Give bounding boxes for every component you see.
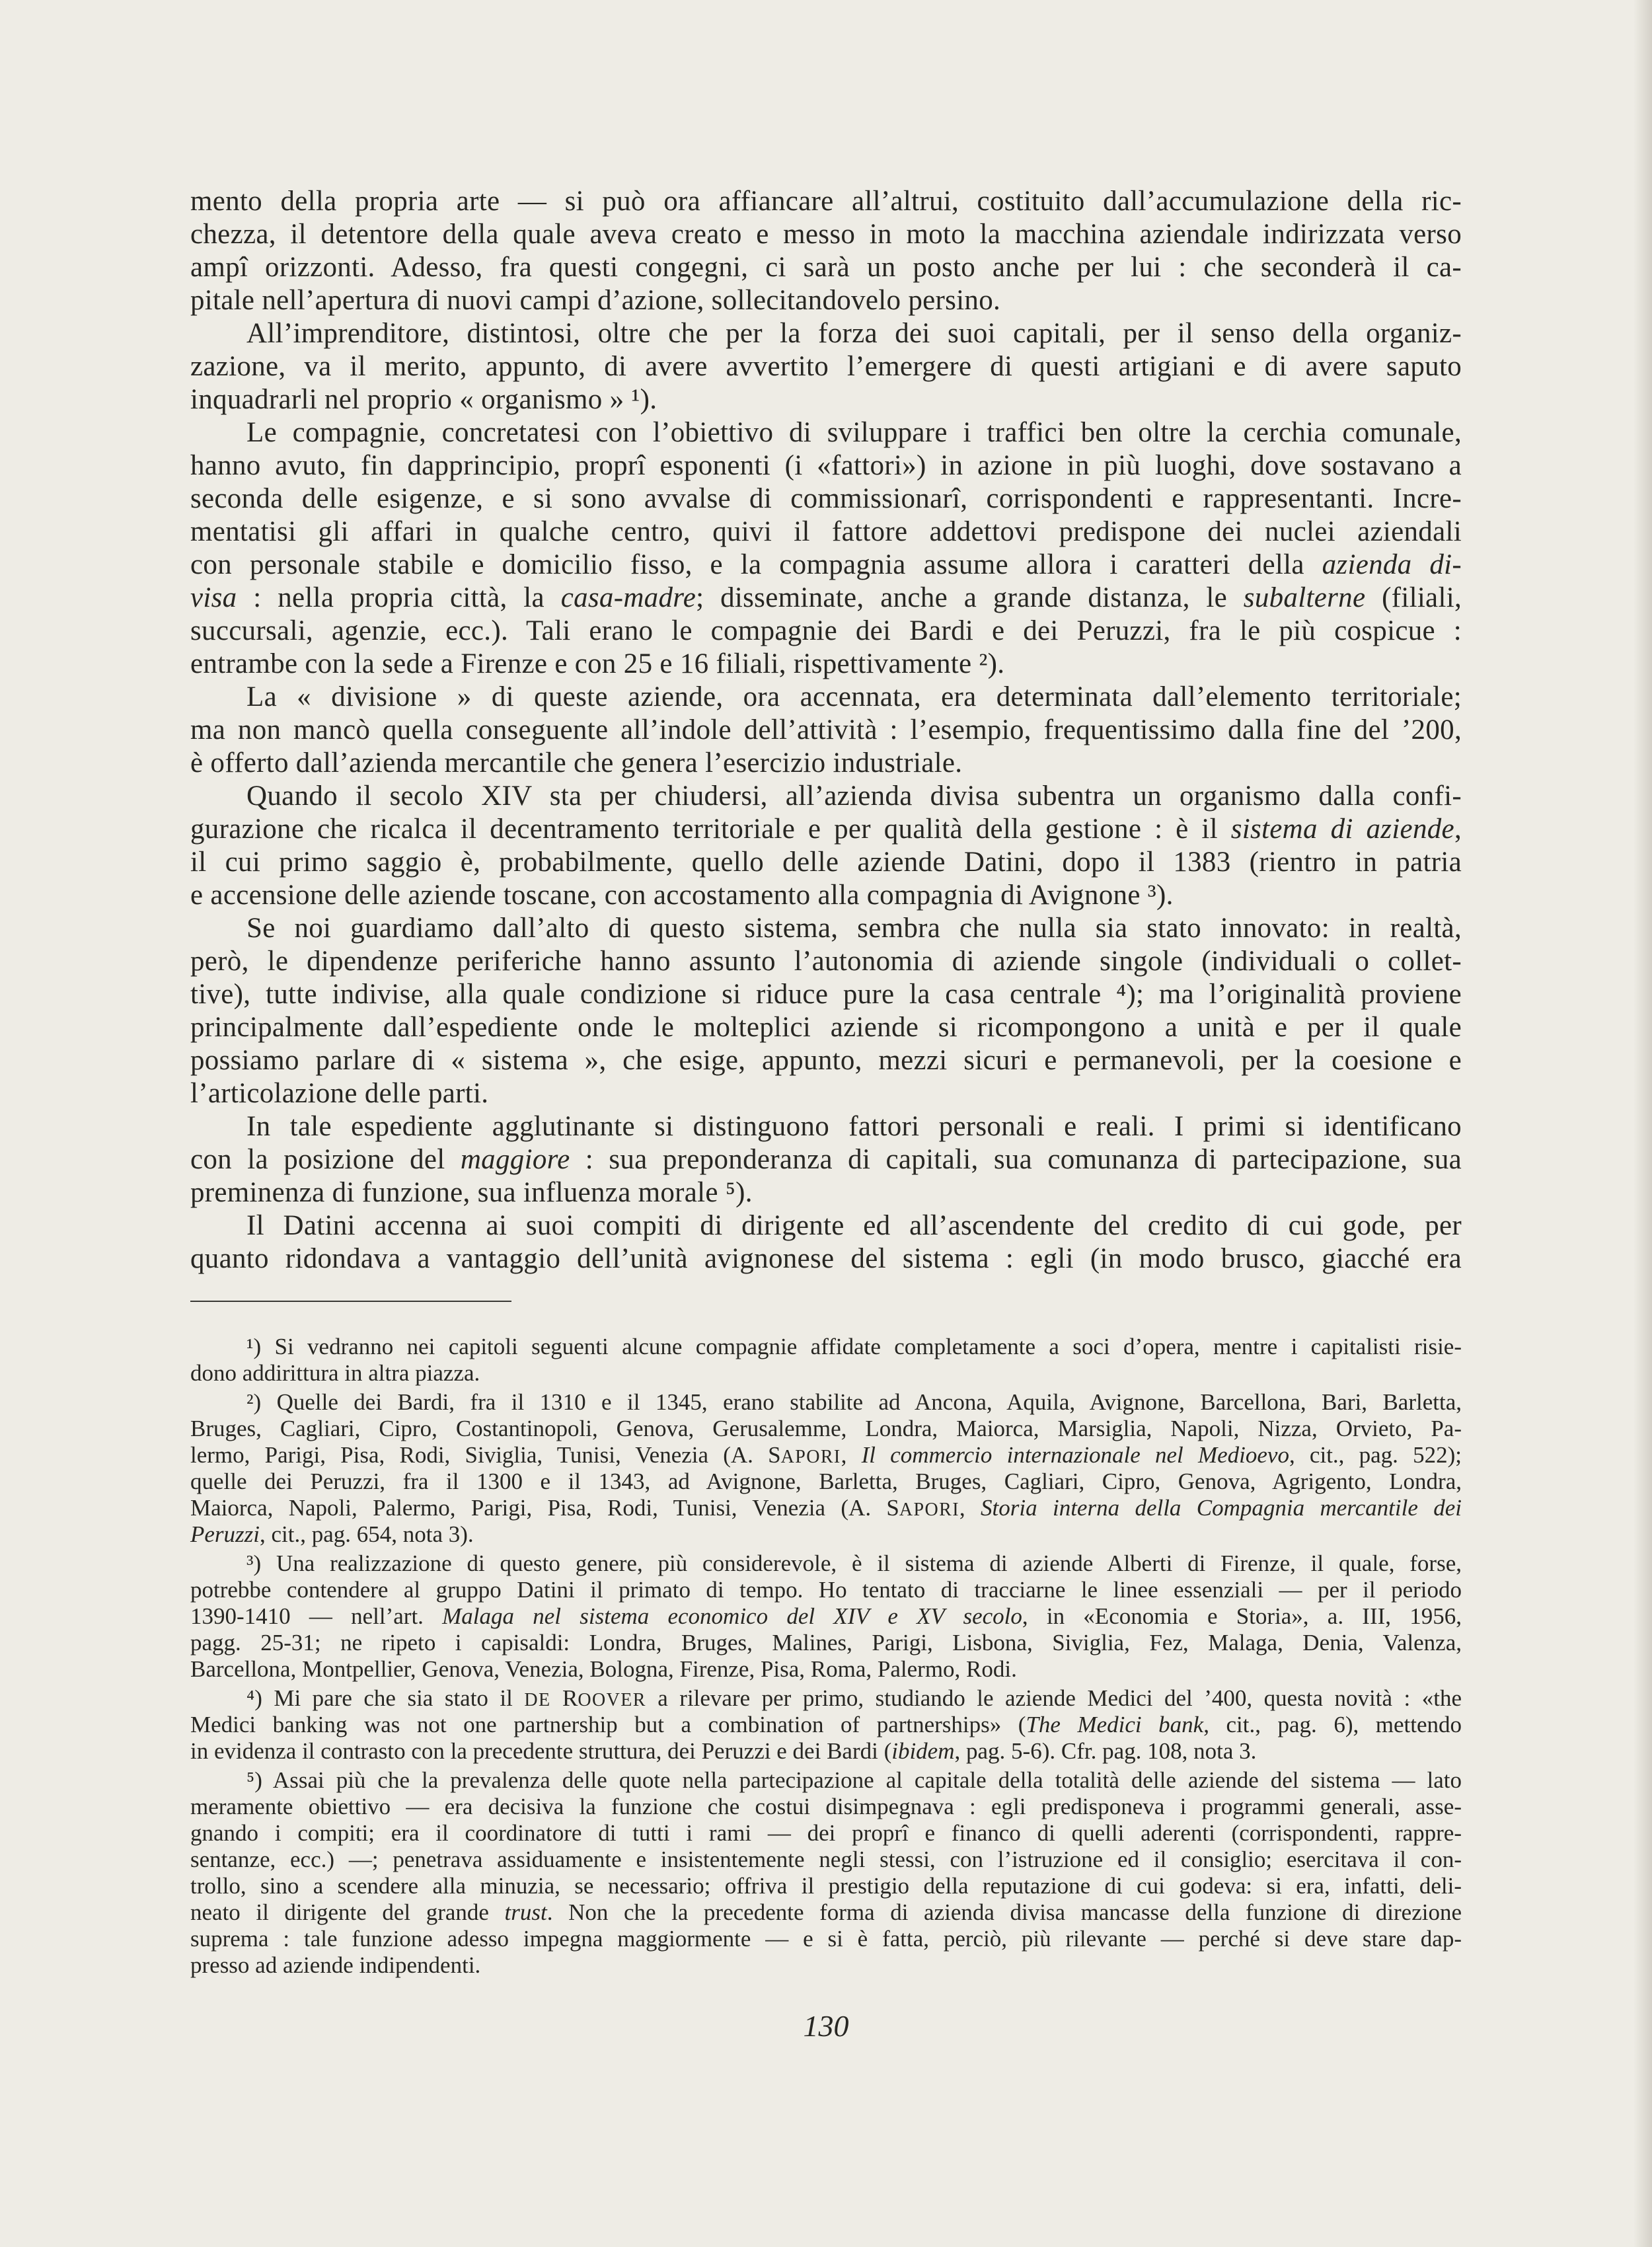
- body-paragraph: [190, 416, 1462, 681]
- footnote-rule: [190, 1301, 511, 1302]
- text-line: [190, 1176, 1462, 1209]
- body-paragraph: [190, 681, 1462, 780]
- footnote-line: [190, 1468, 1462, 1495]
- text-line: [190, 515, 1462, 549]
- text-run: potrebbe contendere al gruppo Datini il primato di tempo. Ho tentato di tracciarne le linee essenziali — per il periodo: [190, 1577, 1462, 1603]
- footnote-line: [190, 1495, 1462, 1521]
- text-line: [190, 582, 1462, 615]
- italic-run: The Medici bank: [1026, 1712, 1204, 1737]
- text-line: [190, 251, 1462, 284]
- text-run: suprema : tale funzione adesso impegna maggiormente — e si è fatta, perciò, più rilevante — perché si deve stare dap-: [190, 1926, 1462, 1952]
- text-run: sentanze, ecc.) —; penetrava assiduamente e insistentemente negli stessi, con l’istruzione ed il consiglio; esercitava il con-: [190, 1847, 1462, 1872]
- text-run: però, le dipendenze periferiche hanno assunto l’autonomia di aziende singole (individuali o collet-: [190, 946, 1462, 977]
- footnote: [190, 1767, 1462, 1979]
- text-run: Barcellona, Montpellier, Genova, Venezia, Bologna, Firenze, Pisa, Roma, Palermo, Rodi.: [190, 1656, 1017, 1682]
- text-run: in evidenza il contrasto con la precedente struttura, dei Peruzzi e dei Bardi (: [190, 1738, 892, 1764]
- text-run: R: [550, 1685, 578, 1711]
- text-run: preminenza di funzione, sua influenza morale ⁵).: [190, 1177, 753, 1208]
- footnote-line: [190, 1389, 1462, 1416]
- text-run: ²) Quelle dei Bardi, fra il 1310 e il 1345, erano stabilite ad Ancona, Aquila, Avignone, Barcellona, Bari, Barletta,: [246, 1389, 1462, 1415]
- page-number: 130: [803, 2009, 849, 2043]
- small-caps-run: APORI: [899, 1500, 959, 1520]
- text-run: ,: [959, 1495, 981, 1521]
- text-line: [190, 185, 1462, 218]
- text-line: [190, 912, 1462, 945]
- text-run: , cit., pag. 654, nota 3).: [260, 1521, 474, 1547]
- text-line: [190, 648, 1462, 681]
- text-run: tive), tutte indivise, alla quale condizione si riduce pure la casa centrale ⁴); ma l’originalità proviene: [190, 979, 1462, 1010]
- text-run: In tale espediente agglutinante si distinguono fattori personali e reali. I primi si identificano: [246, 1111, 1462, 1142]
- text-line: [190, 747, 1462, 780]
- italic-run: Peruzzi: [190, 1521, 260, 1547]
- main-text: [190, 185, 1462, 1276]
- text-run: gurazione che ricalca il decentramento territoriale e per qualità della gestione : è il: [190, 814, 1231, 845]
- footnote-line: [190, 1550, 1462, 1577]
- text-run: ⁴) Mi pare che sia stato il: [246, 1685, 525, 1711]
- footnote-line: [190, 1656, 1462, 1683]
- text-line: [190, 218, 1462, 251]
- text-run: 1390-1410 — nell’art.: [190, 1603, 443, 1629]
- italic-run: subalterne: [1243, 582, 1366, 613]
- body-paragraph: [190, 317, 1462, 416]
- text-run: mentatisi gli affari in qualche centro, quivi il fattore addettovi predispone dei nuclei aziendali: [190, 516, 1462, 547]
- text-line: [190, 383, 1462, 416]
- text-run: , cit., pag. 522);: [1289, 1442, 1462, 1468]
- text-line: [190, 549, 1462, 582]
- footnote-line: [190, 1521, 1462, 1548]
- text-run: è offerto dall’azienda mercantile che genera l’esercizio industriale.: [190, 747, 963, 779]
- footnote-line: [190, 1685, 1462, 1712]
- text-run: (filiali,: [1365, 582, 1462, 613]
- text-run: seconda delle esigenze, e si sono avvalse di commissionarî, corrispondenti e rappresentanti. Incre-: [190, 483, 1462, 514]
- small-caps-run: DE: [524, 1690, 551, 1710]
- text-run: e accensione delle aziende toscane, con accostamento alla compagnia di Avignone ³).: [190, 880, 1174, 911]
- text-run: Medici banking was not one partnership but a combination of partnerships» (: [190, 1712, 1026, 1737]
- footnote-line: [190, 1847, 1462, 1873]
- footnote: [190, 1550, 1462, 1683]
- text-run: La « divisione » di queste aziende, ora accennata, era determinata dall’elemento territoriale;: [246, 681, 1462, 712]
- small-caps-run: OOVER: [578, 1690, 646, 1710]
- footnote-line: [190, 1899, 1462, 1926]
- text-run: : nella propria città, la: [237, 582, 561, 613]
- body-paragraph: [190, 780, 1462, 912]
- text-line: [190, 350, 1462, 383]
- text-run: Se noi guardiamo dall’alto di questo sistema, sembra che nulla sia stato innovato: in realtà,: [246, 913, 1462, 944]
- text-run: Quando il secolo XIV sta per chiudersi, all’azienda divisa subentra un organismo dalla confi-: [246, 781, 1462, 812]
- italic-run: Il commercio internazionale nel Medioevo: [861, 1442, 1289, 1468]
- text-run: possiamo parlare di « sistema », che esige, appunto, mezzi sicuri e permanevoli, per la coesione e: [190, 1045, 1462, 1076]
- page-edge-shadow: [1633, 0, 1652, 2247]
- body-paragraph: [190, 912, 1462, 1110]
- text-line: [190, 1044, 1462, 1077]
- text-run: ma non mancò quella conseguente all’indole dell’attività : l’esempio, frequentissimo dalla fine del ’200,: [190, 714, 1462, 745]
- text-run: Il Datini accenna ai suoi compiti di dirigente ed all’ascendente del credito di cui gode, per: [246, 1210, 1462, 1241]
- text-run: con personale stabile e domicilio fisso, e la compagnia assume allora i caratteri della: [190, 549, 1322, 580]
- footnote-line: [190, 1873, 1462, 1899]
- italic-run: trust: [504, 1899, 547, 1925]
- text-run: : sua preponderanza di capitali, sua comunanza di partecipazione, sua: [570, 1144, 1462, 1175]
- footnote: [190, 1389, 1462, 1548]
- italic-run: maggiore: [460, 1144, 570, 1175]
- text-run: presso ad aziende indipendenti.: [190, 1952, 481, 1978]
- italic-run: ibidem: [891, 1738, 955, 1764]
- text-run: chezza, il detentore della quale aveva creato e messo in moto la macchina aziendale indirizzata verso: [190, 219, 1462, 250]
- body-paragraph: [190, 1110, 1462, 1209]
- footnote-line: [190, 1416, 1462, 1442]
- footnote-line: [190, 1360, 1462, 1387]
- body-paragraph: [190, 185, 1462, 317]
- text-run: ¹) Si vedranno nei capitoli seguenti alcune compagnie affidate completamente a soci d’opera, mentre i capitalisti risie-: [246, 1334, 1462, 1359]
- text-line: [190, 482, 1462, 515]
- small-caps-run: APORI: [780, 1447, 841, 1467]
- text-line: [190, 1110, 1462, 1143]
- text-run: a rilevare per primo, studiando le aziende Medici del ’400, questa novità : «the: [646, 1685, 1462, 1711]
- footnote: [190, 1685, 1462, 1765]
- text-run: con la posizione del: [190, 1144, 461, 1175]
- footnote-line: [190, 1712, 1462, 1738]
- text-line: [190, 780, 1462, 813]
- text-run: lermo, Parigi, Pisa, Rodi, Siviglia, Tunisi, Venezia (A. S: [190, 1442, 781, 1468]
- text-line: [190, 615, 1462, 648]
- footnote-line: [190, 1603, 1462, 1630]
- text-run: ³) Una realizzazione di questo genere, più considerevole, è il sistema di aziende Alberti di Firenze, il quale, forse,: [246, 1550, 1462, 1576]
- text-line: [190, 813, 1462, 846]
- text-line: [190, 317, 1462, 350]
- text-line: [190, 1242, 1462, 1276]
- text-line: [190, 416, 1462, 449]
- text-run: , cit., pag. 6), mettendo: [1203, 1712, 1462, 1737]
- text-run: , pag. 5-6). Cfr. pag. 108, nota 3.: [954, 1738, 1257, 1764]
- text-run: neato il dirigente del grande: [190, 1899, 505, 1925]
- text-line: [190, 1143, 1462, 1176]
- text-run: principalmente dall’espediente onde le molteplici aziende si ricompongono a unità e per il quale: [190, 1012, 1462, 1043]
- text-run: Maiorca, Napoli, Palermo, Parigi, Pisa, Rodi, Tunisi, Venezia (A. S: [190, 1495, 899, 1521]
- footnote-line: [190, 1794, 1462, 1820]
- text-run: , in «Economia e Storia», a. III, 1956,: [1022, 1603, 1462, 1629]
- text-run: ; disseminate, anche a grande distanza, le: [696, 582, 1244, 613]
- italic-run: Storia interna della Compagnia mercantile dei: [981, 1495, 1462, 1521]
- text-run: pagg. 25-31; ne ripeto i capisaldi: Londra, Bruges, Malines, Parigi, Lisbona, Siviglia, Fez, Malaga, Denia, Valenza,: [190, 1630, 1462, 1656]
- text-line: [190, 449, 1462, 482]
- text-run: il cui primo saggio è, probabilmente, quello delle aziende Datini, dopo il 1383 (rientro in patria: [190, 847, 1462, 878]
- text-line: [190, 945, 1462, 978]
- footnote-line: [190, 1334, 1462, 1360]
- footnotes: [190, 1334, 1462, 1979]
- text-run: dono addirittura in altra piazza.: [190, 1360, 480, 1386]
- footnote-line: [190, 1738, 1462, 1765]
- text-line: [190, 978, 1462, 1011]
- text-line: [190, 846, 1462, 879]
- body-paragraph: [190, 1209, 1462, 1276]
- text-run: mento della propria arte — si può ora affiancare all’altrui, costituito dall’accumulazione della ric-: [190, 186, 1462, 217]
- text-line: [190, 1209, 1462, 1242]
- text-line: [190, 681, 1462, 714]
- footnote-line: [190, 1820, 1462, 1847]
- italic-run: Malaga nel sistema economico del XIV e XV secolo: [442, 1603, 1022, 1629]
- text-line: [190, 284, 1462, 317]
- italic-run: sistema di aziende: [1230, 814, 1454, 845]
- text-line: [190, 1011, 1462, 1044]
- italic-run: visa: [190, 582, 237, 613]
- text-run: inquadrarli nel proprio « organismo » ¹).: [190, 384, 657, 415]
- text-run: gnando i compiti; era il coordinatore di tutti i rami — dei proprî e financo di quelli aderenti (corrispondenti, rappre-: [190, 1820, 1462, 1846]
- text-run: meramente obiettivo — era decisiva la funzione che costui disimpegnava : egli predisponeva i programmi generali, asse-: [190, 1794, 1462, 1819]
- footnote-line: [190, 1630, 1462, 1656]
- text-run: zazione, va il merito, appunto, di avere avvertito l’emergere di questi artigiani e di avere saputo: [190, 351, 1462, 382]
- text-run: hanno avuto, fin dapprincipio, proprî esponenti (i «fattori») in azione in più luoghi, dove sostavano a: [190, 450, 1462, 481]
- text-line: [190, 714, 1462, 747]
- text-run: ⁵) Assai più che la prevalenza delle quote nella partecipazione al capitale della totalità delle aziende del sistema — lato: [246, 1767, 1462, 1793]
- text-run: l’articolazione delle parti.: [190, 1078, 489, 1109]
- text-run: . Non che la precedente forma di azienda divisa mancasse della funzione di direzione: [546, 1899, 1462, 1925]
- italic-run: azienda di-: [1322, 549, 1462, 580]
- text-run: All’imprenditore, distintosi, oltre che per la forza dei suoi capitali, per il senso della organiz-: [246, 318, 1462, 349]
- text-run: quanto ridondava a vantaggio dell’unità avignonese del sistema : egli (in modo brusco, giacché era: [190, 1243, 1462, 1274]
- text-run: pitale nell’apertura di nuovi campi d’azione, sollecitandovelo persino.: [190, 285, 1001, 316]
- text-run: quelle dei Peruzzi, fra il 1300 e il 1343, ad Avignone, Barletta, Bruges, Cagliari, Cipro, Genova, Agrigento, Londra,: [190, 1468, 1462, 1494]
- footnote-line: [190, 1442, 1462, 1468]
- footnote-line: [190, 1952, 1462, 1979]
- footnote-line: [190, 1577, 1462, 1603]
- text-run: Bruges, Cagliari, Cipro, Costantinopoli, Genova, Gerusalemme, Londra, Maiorca, Marsiglia, Napoli, Nizza, Orvieto, Pa-: [190, 1416, 1462, 1441]
- text-line: [190, 879, 1462, 912]
- text-run: ,: [841, 1442, 862, 1468]
- text-run: ampî orizzonti. Adesso, fra questi congegni, ci sarà un posto anche per lui : che seconderà il ca-: [190, 252, 1462, 283]
- text-line: [190, 1077, 1462, 1110]
- text-run: ,: [1454, 814, 1462, 845]
- text-run: entrambe con la sede a Firenze e con 25 e 16 filiali, rispettivamente ²).: [190, 648, 1005, 679]
- footnote: [190, 1334, 1462, 1387]
- footnote-line: [190, 1926, 1462, 1952]
- text-run: trollo, sino a scendere alla minuzia, se necessario; offriva il prestigio della reputazione di cui godeva: si era, infatti, deli-: [190, 1873, 1462, 1899]
- footnote-line: [190, 1767, 1462, 1794]
- text-run: succursali, agenzie, ecc.). Tali erano le compagnie dei Bardi e dei Peruzzi, fra le più cospicue :: [190, 615, 1462, 646]
- italic-run: casa-madre: [560, 582, 696, 613]
- text-run: Le compagnie, concretatesi con l’obiettivo di sviluppare i traffici ben oltre la cerchia comunale,: [246, 417, 1462, 448]
